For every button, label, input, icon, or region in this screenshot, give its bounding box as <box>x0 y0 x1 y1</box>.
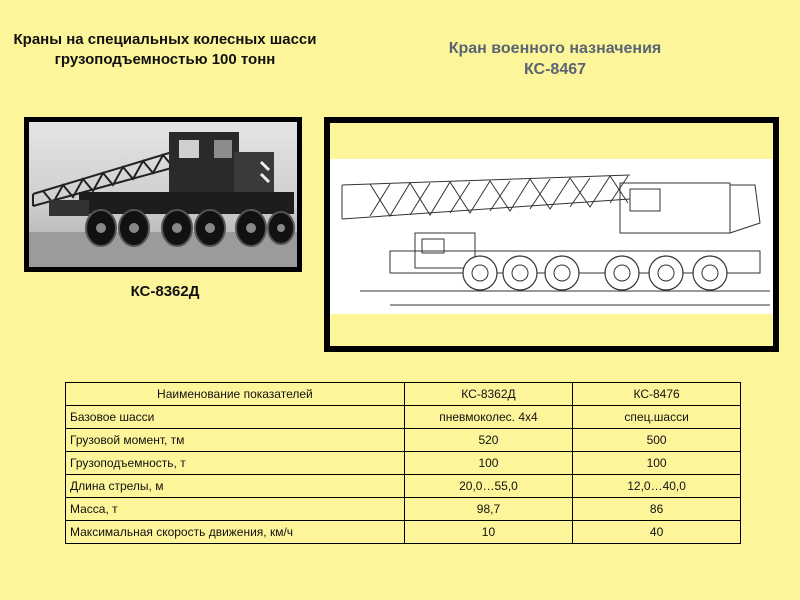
specifications-table <box>65 382 741 544</box>
row-value: пневмоколес. 4х4 <box>404 406 572 429</box>
row-value: 500 <box>573 429 741 452</box>
crane-drawing-image <box>330 123 773 346</box>
table-row <box>66 452 741 475</box>
table-row <box>66 475 741 498</box>
header-model-1: КС-8362Д <box>404 383 572 406</box>
row-value: 86 <box>573 498 741 521</box>
left-heading: Краны на специальных колесных шасси грузоподъемностью 100 тонн <box>13 31 317 68</box>
crane-photo <box>24 117 302 272</box>
row-value: 100 <box>404 452 572 475</box>
header-parameter: Наименование показателей <box>66 383 405 406</box>
row-label: Грузоподъемность, т <box>66 452 405 475</box>
row-label: Максимальная скорость движения, км/ч <box>66 521 405 544</box>
row-value: 98,7 <box>404 498 572 521</box>
header-model-2: КС-8476 <box>573 383 741 406</box>
row-value: 20,0…55,0 <box>404 475 572 498</box>
row-value: 12,0…40,0 <box>573 475 741 498</box>
row-label: Базовое шасси <box>66 406 405 429</box>
right-heading: Кран военного назначения КС-8467 <box>448 40 662 78</box>
row-value: спец.шасси <box>573 406 741 429</box>
row-value: 40 <box>573 521 741 544</box>
row-label: Масса, т <box>66 498 405 521</box>
table-row <box>66 429 741 452</box>
photo-caption: КС-8362Д <box>130 283 200 300</box>
crane-photo-image <box>29 122 297 267</box>
row-value: 10 <box>404 521 572 544</box>
crane-drawing <box>324 117 779 352</box>
row-value: 100 <box>573 452 741 475</box>
table-header-row <box>66 383 741 406</box>
row-value: 520 <box>404 429 572 452</box>
row-label: Грузовой момент, тм <box>66 429 405 452</box>
table-row <box>66 406 741 429</box>
table-row <box>66 498 741 521</box>
row-label: Длина стрелы, м <box>66 475 405 498</box>
table-row <box>66 521 741 544</box>
